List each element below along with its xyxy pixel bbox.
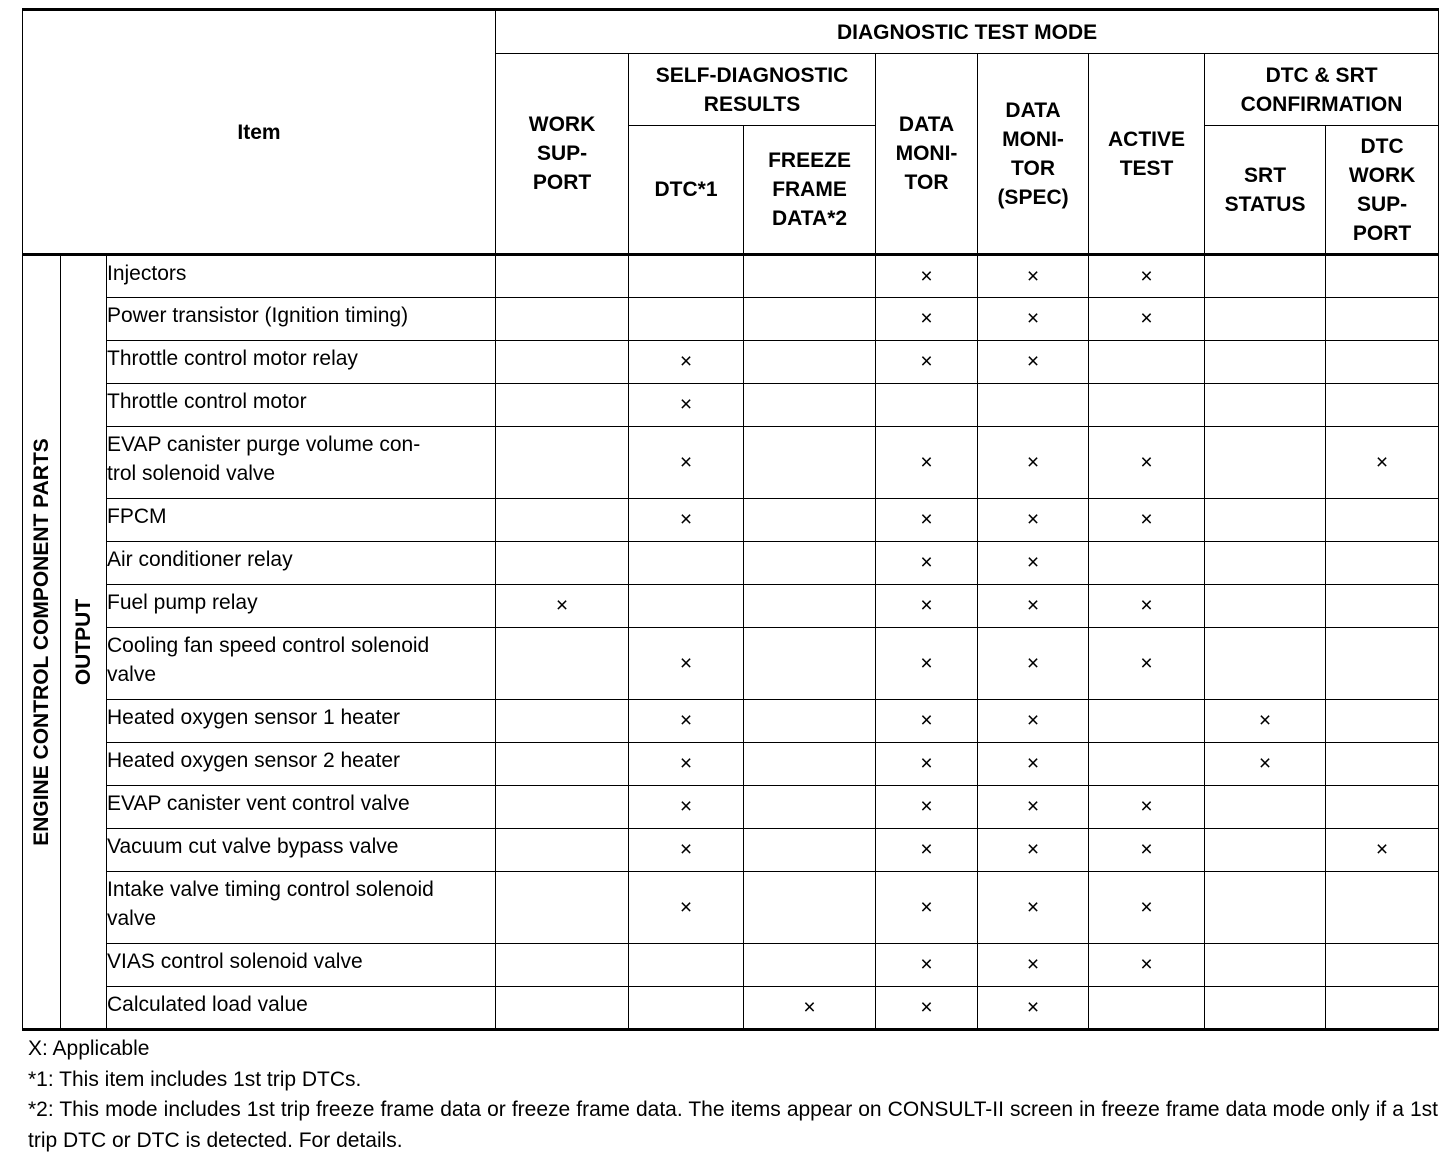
header-line: WORK xyxy=(1348,163,1416,187)
data-monitor-spec-header xyxy=(978,54,1089,255)
header-line: TOR xyxy=(904,171,949,194)
applicable-mark: × xyxy=(679,838,693,861)
engine-control-parts-label-cell xyxy=(23,255,61,1030)
applicability-cell xyxy=(496,628,629,700)
item-name: Injectors xyxy=(107,262,187,285)
applicability-cell xyxy=(1089,585,1205,628)
applicability-cell xyxy=(496,384,629,427)
item-name: Calculated load value xyxy=(107,993,308,1016)
item-name xyxy=(107,427,495,488)
output-label-cell xyxy=(61,255,107,1030)
applicability-cell xyxy=(744,384,876,427)
header-line: DATA*2 xyxy=(772,207,848,230)
applicability-cell xyxy=(744,786,876,829)
item-name-cell xyxy=(107,298,496,341)
applicability-cell xyxy=(744,499,876,542)
applicability-cell xyxy=(744,628,876,700)
header-line: PORT xyxy=(1352,221,1412,245)
applicability-cell xyxy=(496,585,629,628)
applicability-cell xyxy=(629,427,744,499)
applicability-cell xyxy=(1326,542,1439,585)
table-row xyxy=(23,872,1439,944)
applicability-cell xyxy=(978,499,1089,542)
applicability-cell xyxy=(1326,427,1439,499)
applicability-cell xyxy=(1089,829,1205,872)
applicability-cell xyxy=(1205,829,1326,872)
table-row xyxy=(23,743,1439,786)
applicable-mark: × xyxy=(920,838,933,861)
applicable-mark: × xyxy=(920,709,933,732)
applicable-mark: × xyxy=(920,995,933,1019)
applicability-cell xyxy=(978,786,1089,829)
applicable-mark: × xyxy=(1140,508,1153,531)
engine-control-parts-label: ENGINE CONTROL COMPONENT PARTS xyxy=(29,438,53,846)
applicable-mark: × xyxy=(920,450,933,474)
applicability-cell xyxy=(1089,700,1205,743)
header-line: MONI- xyxy=(895,142,958,165)
applicability-cell xyxy=(876,542,978,585)
table-body xyxy=(23,255,1439,1030)
table-row xyxy=(23,628,1439,700)
applicability-cell xyxy=(978,585,1089,628)
applicability-cell xyxy=(1205,944,1326,987)
applicability-cell xyxy=(876,255,978,298)
diagnostic-test-mode-label: DIAGNOSTIC TEST MODE xyxy=(836,20,1098,44)
item-name-cell xyxy=(107,743,496,786)
applicable-mark: × xyxy=(920,795,933,818)
applicability-cell xyxy=(876,298,978,341)
applicability-cell xyxy=(629,743,744,786)
item-name: Heated oxygen sensor 2 heater xyxy=(107,749,401,772)
header-line: WORK xyxy=(528,113,596,136)
applicability-cell xyxy=(496,499,629,542)
applicability-cell xyxy=(1089,499,1205,542)
table-row xyxy=(23,700,1439,743)
applicable-mark: × xyxy=(1140,450,1153,474)
applicability-cell xyxy=(978,628,1089,700)
item-name: EVAP canister vent control valve xyxy=(107,792,410,815)
item-name-line: Cooling fan speed control solenoid xyxy=(107,634,430,657)
header-line: DTC xyxy=(1360,134,1404,158)
applicable-mark: × xyxy=(1375,838,1389,861)
applicability-cell xyxy=(629,944,744,987)
applicability-cell xyxy=(1089,341,1205,384)
applicability-cell xyxy=(876,384,978,427)
header-line: SELF-DIAGNOSTIC xyxy=(655,63,849,87)
applicable-mark: × xyxy=(1140,264,1153,288)
applicability-cell xyxy=(1326,341,1439,384)
applicability-cell xyxy=(629,700,744,743)
applicability-cell xyxy=(1205,298,1326,341)
applicability-cell xyxy=(496,829,629,872)
applicability-cell xyxy=(496,298,629,341)
applicable-mark: × xyxy=(679,508,693,531)
applicability-cell xyxy=(876,585,978,628)
applicable-mark: × xyxy=(1026,264,1040,288)
applicable-mark: × xyxy=(1026,651,1040,675)
applicability-cell xyxy=(744,743,876,786)
applicability-cell xyxy=(1089,944,1205,987)
item-name: Power transistor (Ignition timing) xyxy=(107,304,409,327)
applicability-cell xyxy=(1326,384,1439,427)
applicability-cell xyxy=(1089,872,1205,944)
applicability-cell xyxy=(876,987,978,1030)
applicable-mark: × xyxy=(679,350,693,373)
item-name-line: Intake valve timing control solenoid xyxy=(107,878,434,901)
applicability-cell xyxy=(744,872,876,944)
applicability-cell xyxy=(1326,585,1439,628)
applicability-cell xyxy=(1089,298,1205,341)
applicability-cell xyxy=(744,298,876,341)
table-notes xyxy=(28,1034,1438,1156)
applicable-mark: × xyxy=(1140,895,1153,919)
item-name-cell xyxy=(107,585,496,628)
table-row xyxy=(23,298,1439,341)
item-name-cell xyxy=(107,944,496,987)
applicability-cell xyxy=(1089,542,1205,585)
applicability-cell xyxy=(1326,255,1439,298)
applicability-cell xyxy=(978,542,1089,585)
applicability-cell xyxy=(978,384,1089,427)
header-line: PORT xyxy=(532,171,592,194)
header-line: TEST xyxy=(1119,156,1174,180)
applicability-cell xyxy=(744,829,876,872)
applicability-cell xyxy=(876,628,978,700)
applicability-cell xyxy=(978,298,1089,341)
applicable-mark: × xyxy=(1026,508,1040,531)
data-monitor-header xyxy=(876,54,978,255)
applicability-cell xyxy=(744,700,876,743)
applicable-mark: × xyxy=(1140,838,1153,861)
applicable-mark: × xyxy=(920,307,933,330)
applicability-cell xyxy=(978,341,1089,384)
applicability-cell xyxy=(978,427,1089,499)
applicability-cell xyxy=(496,427,629,499)
applicable-mark: × xyxy=(679,393,693,416)
applicable-mark: × xyxy=(679,450,693,474)
applicable-mark: × xyxy=(920,752,933,775)
applicability-cell xyxy=(629,298,744,341)
applicability-cell xyxy=(1205,585,1326,628)
diagnostic-test-mode-header xyxy=(496,10,1439,54)
applicability-cell xyxy=(496,743,629,786)
applicable-mark: × xyxy=(1026,709,1040,732)
item-name-line: valve xyxy=(107,663,157,686)
item-name: VIAS control solenoid valve xyxy=(107,950,363,973)
applicability-cell xyxy=(1326,987,1439,1030)
applicability-cell xyxy=(496,341,629,384)
applicability-cell xyxy=(744,944,876,987)
table-row xyxy=(23,341,1439,384)
applicability-cell xyxy=(1089,987,1205,1030)
footnote-1: *1: This item includes 1st trip DTCs. xyxy=(28,1067,362,1091)
applicability-cell xyxy=(744,987,876,1030)
applicability-cell xyxy=(876,872,978,944)
applicability-cell xyxy=(496,786,629,829)
applicable-mark: × xyxy=(679,895,693,919)
applicable-mark: × xyxy=(920,264,933,288)
applicable-mark: × xyxy=(920,551,933,574)
header-line: DATA xyxy=(898,113,955,136)
applicability-cell xyxy=(1326,298,1439,341)
item-name xyxy=(107,872,495,933)
applicability-cell xyxy=(1205,427,1326,499)
srt-status-header xyxy=(1205,126,1326,255)
applicability-cell xyxy=(876,829,978,872)
table-row xyxy=(23,944,1439,987)
applicability-cell xyxy=(629,987,744,1030)
applicability-cell xyxy=(1205,628,1326,700)
applicability-cell xyxy=(1089,786,1205,829)
header-line: SRT xyxy=(1244,163,1287,187)
applicability-cell xyxy=(744,542,876,585)
applicability-cell xyxy=(1089,628,1205,700)
applicability-cell xyxy=(876,499,978,542)
applicability-cell xyxy=(978,829,1089,872)
item-name: Heated oxygen sensor 1 heater xyxy=(107,706,401,729)
applicable-mark: × xyxy=(1026,795,1040,818)
applicability-cell xyxy=(978,987,1089,1030)
item-name-cell xyxy=(107,700,496,743)
applicability-cell xyxy=(1326,872,1439,944)
table-row xyxy=(23,255,1439,298)
applicability-cell xyxy=(496,944,629,987)
applicable-mark: × xyxy=(1026,995,1040,1019)
applicable-mark: × xyxy=(679,752,693,775)
applicable-mark: × xyxy=(1026,838,1040,861)
item-name: FPCM xyxy=(107,505,167,528)
dtc-srt-confirmation-header xyxy=(1205,54,1439,126)
output-label: OUTPUT xyxy=(71,598,95,686)
item-name-cell xyxy=(107,542,496,585)
legend-note: X: Applicable xyxy=(28,1037,150,1060)
footnote-2: *2: This mode includes 1st trip freeze frame data or freeze frame data. The items appear on CONSULT-II screen in freeze frame data mode only if a 1st trip DTC or DTC is detected. For details. xyxy=(28,1098,1438,1152)
applicable-mark: × xyxy=(920,953,933,976)
applicability-cell xyxy=(876,341,978,384)
dtc-work-support-header xyxy=(1326,126,1439,255)
table-row xyxy=(23,585,1439,628)
applicability-cell xyxy=(629,255,744,298)
applicable-mark: × xyxy=(803,995,816,1019)
applicability-cell xyxy=(629,499,744,542)
applicability-cell xyxy=(496,700,629,743)
applicability-cell xyxy=(1205,341,1326,384)
applicable-mark: × xyxy=(1026,450,1040,474)
item-name: Throttle control motor relay xyxy=(107,347,358,370)
applicable-mark: × xyxy=(1026,551,1040,574)
table-row xyxy=(23,786,1439,829)
applicability-cell xyxy=(876,944,978,987)
table-row xyxy=(23,987,1439,1030)
table-row xyxy=(23,384,1439,427)
header-line: ACTIVE xyxy=(1108,127,1186,151)
applicability-cell xyxy=(978,944,1089,987)
applicability-cell xyxy=(1326,628,1439,700)
applicable-mark: × xyxy=(1140,651,1153,675)
applicability-cell xyxy=(629,829,744,872)
applicability-cell xyxy=(629,585,744,628)
applicability-cell xyxy=(629,786,744,829)
applicability-cell xyxy=(1205,872,1326,944)
header-line: CONFIRMATION xyxy=(1240,92,1403,116)
applicability-cell xyxy=(496,542,629,585)
applicable-mark: × xyxy=(1258,709,1272,732)
applicability-cell xyxy=(876,700,978,743)
header-line: TOR xyxy=(1011,156,1055,180)
applicability-cell xyxy=(978,700,1089,743)
applicability-cell xyxy=(1089,384,1205,427)
item-header-label: Item xyxy=(237,120,281,144)
item-name-cell xyxy=(107,987,496,1030)
applicable-mark: × xyxy=(1026,307,1040,330)
applicability-cell xyxy=(876,743,978,786)
applicability-cell xyxy=(876,427,978,499)
item-name-cell xyxy=(107,872,496,944)
item-name-line: trol solenoid valve xyxy=(107,462,276,485)
dtc-header xyxy=(629,126,744,255)
applicability-cell xyxy=(876,786,978,829)
item-name-cell xyxy=(107,786,496,829)
item-name-cell xyxy=(107,499,496,542)
applicability-cell xyxy=(978,872,1089,944)
applicable-mark: × xyxy=(1140,594,1153,617)
header-line: (SPEC) xyxy=(997,185,1069,209)
applicable-mark: × xyxy=(920,508,933,531)
item-name-cell xyxy=(107,384,496,427)
applicability-cell xyxy=(629,872,744,944)
header-line: SUP- xyxy=(536,142,588,165)
applicability-cell xyxy=(496,987,629,1030)
applicable-mark: × xyxy=(920,895,933,919)
header-line: RESULTS xyxy=(703,92,801,116)
applicable-mark: × xyxy=(1375,450,1389,474)
applicable-mark: × xyxy=(920,594,933,617)
applicability-cell xyxy=(744,427,876,499)
header-line: SUP- xyxy=(1356,192,1408,216)
applicability-cell xyxy=(1205,384,1326,427)
applicable-mark: × xyxy=(1026,752,1040,775)
item-name-cell xyxy=(107,427,496,499)
applicable-mark: × xyxy=(920,350,933,373)
applicable-mark: × xyxy=(555,594,569,617)
applicable-mark: × xyxy=(679,709,693,732)
applicability-cell xyxy=(629,542,744,585)
applicable-mark: × xyxy=(679,795,693,818)
item-name-line: valve xyxy=(107,907,157,930)
header-line: FRAME xyxy=(772,178,847,201)
applicability-cell xyxy=(1205,542,1326,585)
applicability-cell xyxy=(744,255,876,298)
applicability-cell xyxy=(1326,944,1439,987)
item-name-cell xyxy=(107,829,496,872)
applicability-cell xyxy=(629,341,744,384)
applicability-cell xyxy=(1205,255,1326,298)
applicable-mark: × xyxy=(1140,795,1153,818)
applicability-cell xyxy=(1089,427,1205,499)
applicability-cell xyxy=(978,255,1089,298)
applicability-cell xyxy=(629,628,744,700)
freeze-frame-data-header xyxy=(744,126,876,255)
item-name-cell xyxy=(107,341,496,384)
applicability-cell xyxy=(1326,700,1439,743)
applicability-cell xyxy=(1326,786,1439,829)
item-name-cell xyxy=(107,255,496,298)
applicability-cell xyxy=(1326,499,1439,542)
header-line: FREEZE xyxy=(768,149,851,172)
item-name xyxy=(107,628,495,689)
item-name-line: EVAP canister purge volume con- xyxy=(107,433,421,456)
applicability-cell xyxy=(496,255,629,298)
item-name: Vacuum cut valve bypass valve xyxy=(107,835,399,858)
applicability-cell xyxy=(1205,700,1326,743)
diagnostic-test-mode-table xyxy=(22,8,1439,1031)
table-row xyxy=(23,542,1439,585)
table-row xyxy=(23,829,1439,872)
applicable-mark: × xyxy=(1026,350,1040,373)
applicable-mark: × xyxy=(1026,953,1040,976)
item-name: Air conditioner relay xyxy=(107,548,293,571)
applicability-cell xyxy=(1326,829,1439,872)
table-row xyxy=(23,427,1439,499)
header-line: STATUS xyxy=(1224,192,1306,216)
applicability-cell xyxy=(744,341,876,384)
applicable-mark: × xyxy=(1026,594,1040,617)
self-diagnostic-results-header xyxy=(629,54,876,126)
applicable-mark: × xyxy=(1140,307,1153,330)
item-name-cell xyxy=(107,628,496,700)
applicability-cell xyxy=(1205,743,1326,786)
item-name: Throttle control motor xyxy=(107,390,307,413)
item-name: Fuel pump relay xyxy=(107,591,258,614)
applicability-cell xyxy=(1205,499,1326,542)
applicable-mark: × xyxy=(1140,953,1153,976)
table-row xyxy=(23,499,1439,542)
applicability-cell xyxy=(1205,987,1326,1030)
applicability-cell xyxy=(1205,786,1326,829)
header-line: DTC & SRT xyxy=(1265,63,1378,87)
applicable-mark: × xyxy=(679,651,693,675)
applicability-cell xyxy=(496,872,629,944)
dtc-header-label: DTC*1 xyxy=(654,178,718,201)
header-line: DATA xyxy=(1005,98,1061,122)
work-support-header xyxy=(496,54,629,255)
applicability-cell xyxy=(1089,255,1205,298)
applicability-cell xyxy=(629,384,744,427)
applicability-cell xyxy=(744,585,876,628)
applicability-cell xyxy=(978,743,1089,786)
item-header xyxy=(23,10,496,255)
applicable-mark: × xyxy=(920,651,933,675)
active-test-header xyxy=(1089,54,1205,255)
applicable-mark: × xyxy=(1026,895,1040,919)
applicable-mark: × xyxy=(1258,752,1272,775)
applicability-cell xyxy=(1089,743,1205,786)
applicability-cell xyxy=(1326,743,1439,786)
header-line: MONI- xyxy=(1002,127,1064,151)
